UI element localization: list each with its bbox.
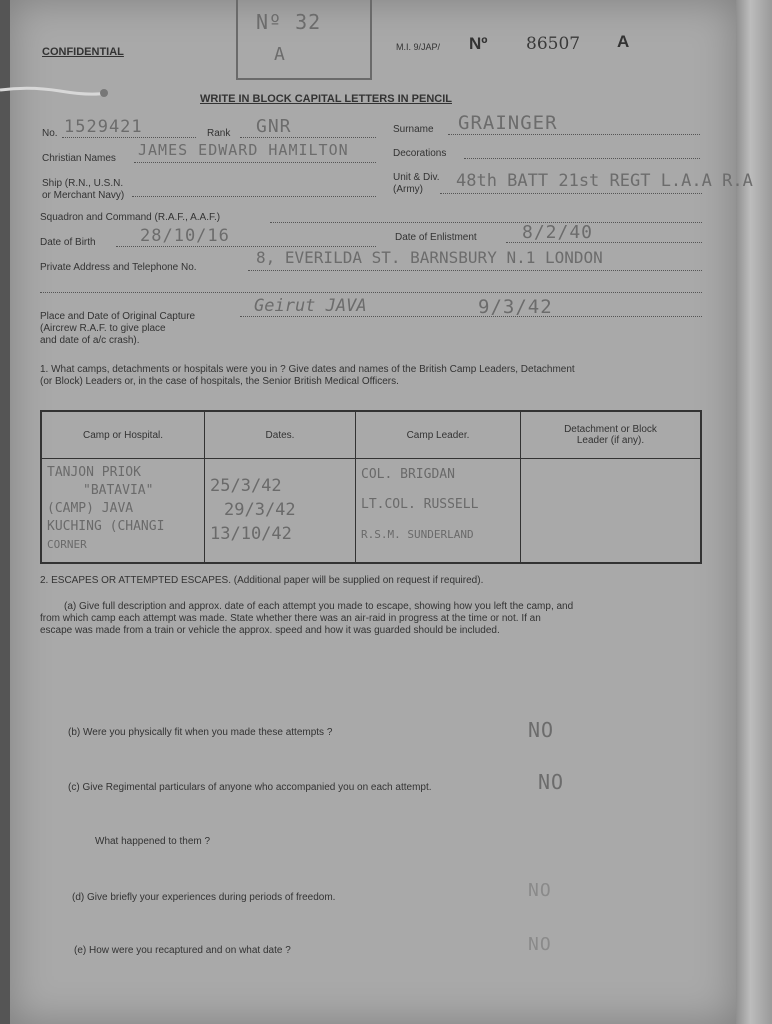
stamp-letter: A — [274, 44, 286, 65]
q2d-text: (d) Give briefly your experiences during periods of freedom. — [72, 892, 336, 903]
christian-names-label: Christian Names — [42, 153, 116, 164]
detachment-cell — [521, 459, 702, 564]
q2c-answer: NO — [538, 770, 565, 794]
camp-line: TANJON PRIOK — [47, 465, 141, 480]
date-line: 13/10/42 — [210, 524, 292, 544]
q2d-answer: NO — [528, 880, 552, 901]
leader-header: Camp Leader. — [356, 411, 521, 459]
stamp-number: Nº 32 — [256, 10, 322, 34]
serial-letter: A — [617, 32, 630, 51]
date-line: 25/3/42 — [210, 476, 282, 496]
rank-value: GNR — [256, 116, 292, 137]
unit-label-1: Unit & Div. — [393, 172, 440, 183]
address-value: 8, EVERILDA ST. BARNSBURY N.1 LONDON — [256, 248, 603, 267]
block-stamp — [236, 0, 372, 80]
q2b-text: (b) Were you physically fit when you made these attempts ? — [68, 727, 333, 738]
squadron-label: Squadron and Command (R.A.F., A.A.F.) — [40, 212, 221, 223]
q2e-answer: NO — [528, 934, 552, 955]
leader-line: LT.COL. RUSSELL — [361, 497, 479, 512]
rank-label: Rank — [207, 128, 231, 139]
christian-names-value: JAMES EDWARD HAMILTON — [138, 141, 349, 159]
date-of-birth-label: Date of Birth — [40, 237, 96, 248]
detachment-header — [521, 411, 702, 459]
address-label: Private Address and Telephone No. — [40, 262, 197, 273]
q1-text-line-1: 1. What camps, detachments or hospitals were you in ? Give dates and names of the British Camp Leaders, Detachment — [40, 364, 575, 375]
camp-line: KUCHING (CHANGI — [47, 519, 165, 534]
pencil-instruction: WRITE IN BLOCK CAPITAL LETTERS IN PENCIL — [200, 93, 452, 105]
serial-number: 86507 — [526, 34, 581, 54]
number-label: No. — [42, 128, 58, 139]
q1-text-line-2: (or Block) Leaders or, in the case of hospitals, the Senior British Medical Officers. — [40, 376, 399, 387]
enlistment-label: Date of Enlistment — [395, 232, 477, 243]
mi9-reference: M.I. 9/JAP/ — [396, 42, 441, 52]
q2c-followup: What happened to them ? — [95, 836, 211, 847]
enlistment-value: 8/2/40 — [522, 222, 594, 243]
date-of-birth-value: 28/10/16 — [140, 226, 230, 246]
ship-label-2: or Merchant Navy) — [42, 190, 125, 201]
camp-cell — [41, 459, 205, 564]
leader-line: COL. BRIGDAN — [361, 467, 455, 482]
decorations-label: Decorations — [393, 148, 447, 159]
dates-cell — [205, 459, 356, 564]
leader-line: R.S.M. SUNDERLAND — [361, 528, 474, 541]
camp-header: Camp or Hospital. — [41, 411, 205, 459]
camp-line: CORNER — [47, 538, 87, 551]
q2a-line-1: (a) Give full description and approx. date of each attempt you made to escape, showing how you left the camp, and — [64, 601, 574, 612]
camp-line: (CAMP) JAVA — [47, 501, 134, 516]
capture-label-1: Place and Date of Original Capture — [40, 311, 196, 322]
q2b-answer: NO — [528, 718, 555, 742]
dates-header: Dates. — [205, 411, 356, 459]
capture-label-3: and date of a/c crash). — [40, 335, 140, 346]
date-line: 29/3/42 — [224, 500, 296, 520]
q2a-line-2: from which camp each attempt was made. State whether there was an air-raid in progress at the time or not. If an — [40, 613, 541, 624]
confidential-label: CONFIDENTIAL — [42, 46, 124, 58]
camp-line: "BATAVIA" — [83, 483, 154, 498]
detachment-header-line-1: Detachment or Block — [564, 424, 657, 435]
unit-value: 48th BATT 21st REGT L.A.A R.A — [456, 171, 753, 191]
q2e-text: (e) How were you recaptured and on what date ? — [74, 945, 291, 956]
serial-prefix: Nº — [469, 34, 488, 53]
q2-title: 2. ESCAPES OR ATTEMPTED ESCAPES. (Additional paper will be supplied on request if required). — [40, 575, 484, 586]
capture-label-2: (Aircrew R.A.F. to give place — [40, 323, 166, 334]
number-value: 1529421 — [64, 117, 143, 137]
detachment-header-line-2: Leader (if any). — [576, 435, 645, 446]
capture-date: 9/3/42 — [478, 296, 553, 318]
camps-table — [40, 410, 702, 564]
surname-label: Surname — [393, 124, 434, 135]
q2c-text: (c) Give Regimental particulars of anyone who accompanied you on each attempt. — [68, 782, 432, 793]
ship-label-1: Ship (R.N., U.S.N. — [42, 178, 124, 189]
leader-cell — [356, 459, 521, 564]
q2a-line-3: escape was made from a train or vehicle the approx. speed and how it was guarded should be included. — [40, 625, 500, 636]
page-stack-edge — [736, 0, 772, 1024]
surname-value: GRAINGER — [458, 112, 558, 134]
unit-label-2: (Army) — [393, 184, 423, 195]
binding-cord — [0, 84, 108, 98]
capture-place: Geirut JAVA — [254, 296, 367, 316]
